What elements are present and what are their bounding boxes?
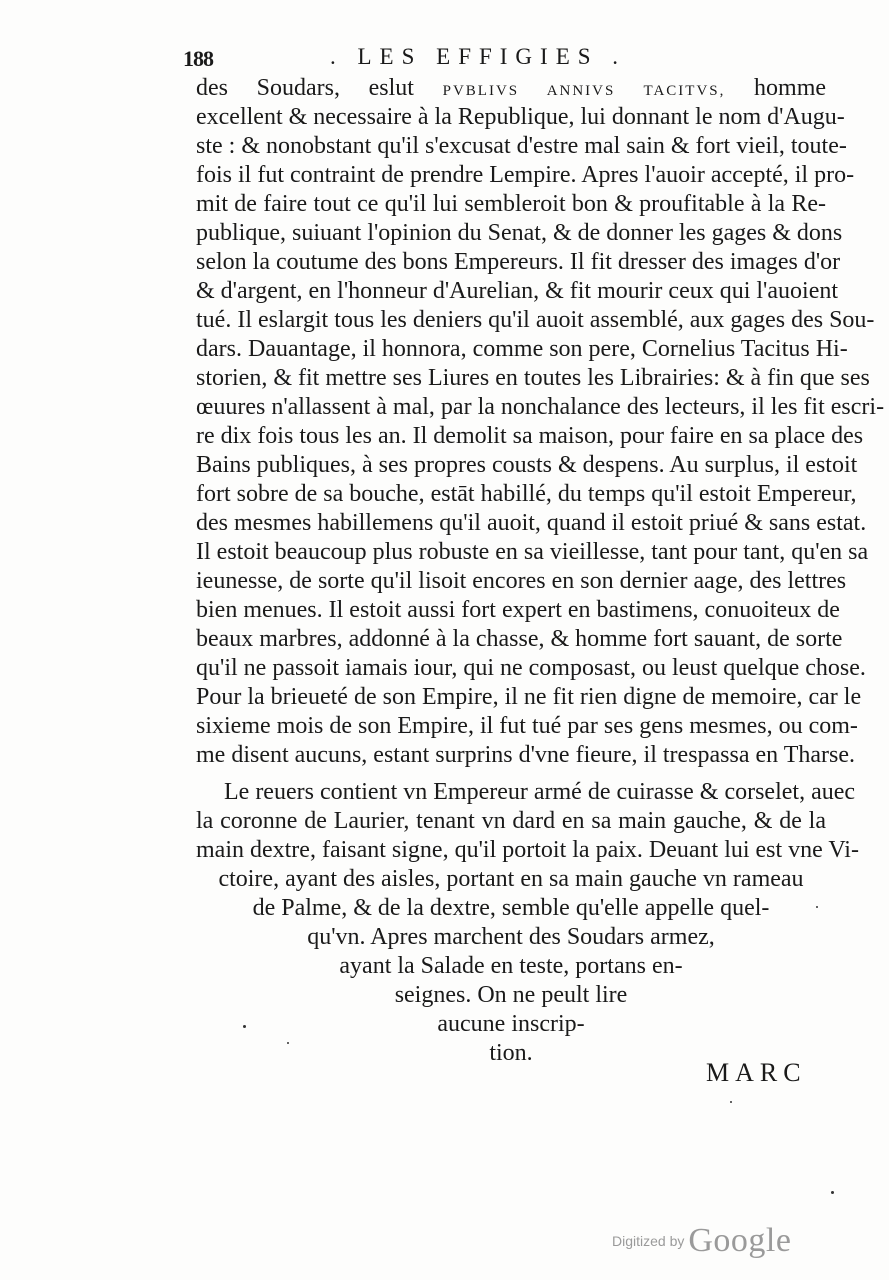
- google-logo: Google: [688, 1222, 792, 1259]
- ink-speck: [730, 1101, 732, 1103]
- text-line: Bains publiques, à ses propres cousts & despens. Au surplus, il estoit: [196, 452, 858, 478]
- description-line: tion.: [489, 1040, 533, 1066]
- text-line: des mesmes habillemens qu'il auoit, quand il estoit priué & sans estat.: [196, 510, 867, 536]
- text-line: fort sobre de sa bouche, estāt habillé, du temps qu'il estoit Empereur,: [196, 481, 857, 507]
- text-line: publique, suiuant l'opinion du Senat, & de donner les gages & dons: [196, 220, 843, 246]
- text-line: selon la coutume des bons Empereurs. Il fit dresser des images d'or: [196, 249, 841, 275]
- ink-speck: [287, 1042, 289, 1044]
- emperor-name: PVBLIVS ANNIVS TACITVS,: [442, 83, 726, 99]
- text-line: ieunesse, de sorte qu'il lisoit encores en son dernier aage, des lettres: [196, 568, 847, 594]
- text-line: dars. Dauantage, il honnora, comme son pere, Cornelius Tacitus Hi-: [196, 336, 848, 362]
- description-line: qu'vn. Apres marchent des Soudars armez,: [307, 924, 715, 950]
- text-line: me disent aucuns, estant surprins d'vne fieure, il trespassa en Tharse.: [196, 742, 856, 768]
- digitization-watermark: [612, 1222, 791, 1260]
- text-line: œuures n'allassent à mal, par la nonchalance des lecteurs, il les fit escri-: [196, 394, 885, 420]
- text-line: & d'argent, en l'honneur d'Aurelian, & fit mourir ceux qui l'auoient: [196, 278, 839, 304]
- text-line: [196, 74, 826, 103]
- text-line: fois il fut contraint de prendre Lempire. Apres l'auoir accepté, il pro-: [196, 162, 855, 188]
- description-line: main dextre, faisant signe, qu'il portoit la paix. Deuant lui est vne Vi-: [196, 837, 859, 863]
- description-line: de Palme, & de la dextre, semble qu'elle appelle quel-: [252, 895, 770, 921]
- page-number: 188: [183, 46, 213, 71]
- text-line: storien, & fit mettre ses Liures en toutes les Librairies: & à fin que ses: [196, 365, 870, 391]
- text-line: excellent & necessaire à la Republique, lui donnant le nom d'Augu-: [196, 104, 845, 130]
- text-line: sixieme mois de son Empire, il fut tué par ses gens mesmes, ou com-: [196, 713, 858, 739]
- text-line: Pour la brieueté de son Empire, il ne fit rien digne de memoire, car le: [196, 684, 862, 710]
- text-line: qu'il ne passoit iamais iour, qui ne composast, ou leust quelque chose.: [196, 655, 866, 681]
- text-line-content: des Soudars, eslut: [196, 75, 414, 101]
- description-line: ayant la Salade en teste, portans en-: [339, 953, 683, 979]
- running-head: . LES EFFIGIES .: [330, 44, 627, 69]
- catchword: MARC: [706, 1058, 807, 1087]
- text-line: re dix fois tous les an. Il demolit sa maison, pour faire en sa place des: [196, 423, 864, 449]
- main-text-block: [196, 74, 885, 770]
- description-line: ctoire, ayant des aisles, portant en sa main gauche vn rameau: [218, 866, 804, 892]
- text-line: bien menues. Il estoit aussi fort expert en bastimens, conuoiteux de: [196, 597, 840, 623]
- text-line-content: homme: [754, 75, 827, 101]
- description-line: Le reuers contient vn Empereur armé de cuirasse & corselet, auec: [224, 779, 856, 805]
- ink-speck: [831, 1191, 834, 1194]
- text-line: beaux marbres, addonné à la chasse, & homme fort sauant, de sorte: [196, 626, 843, 652]
- reverse-description-block: [196, 778, 859, 1068]
- ink-speck: [243, 1025, 246, 1028]
- watermark-prefix: Digitized by: [612, 1233, 685, 1249]
- ink-speck: [816, 906, 818, 908]
- text-line: ste : & nonobstant qu'il s'excusat d'estre mal sain & fort vieil, toute-: [196, 133, 847, 159]
- description-line: la coronne de Laurier, tenant vn dard en sa main gauche, & de la: [196, 808, 826, 834]
- text-line: mit de faire tout ce qu'il lui sembleroit bon & proufitable à la Re-: [196, 191, 826, 217]
- text-line: tué. Il eslargit tous les deniers qu'il auoit assemblé, aux gages des Sou-: [196, 307, 875, 333]
- description-line: aucune inscrip-: [437, 1011, 585, 1037]
- description-line: seignes. On ne peult lire: [394, 982, 628, 1008]
- text-line: Il estoit beaucoup plus robuste en sa vieillesse, tant pour tant, qu'en sa: [196, 539, 869, 565]
